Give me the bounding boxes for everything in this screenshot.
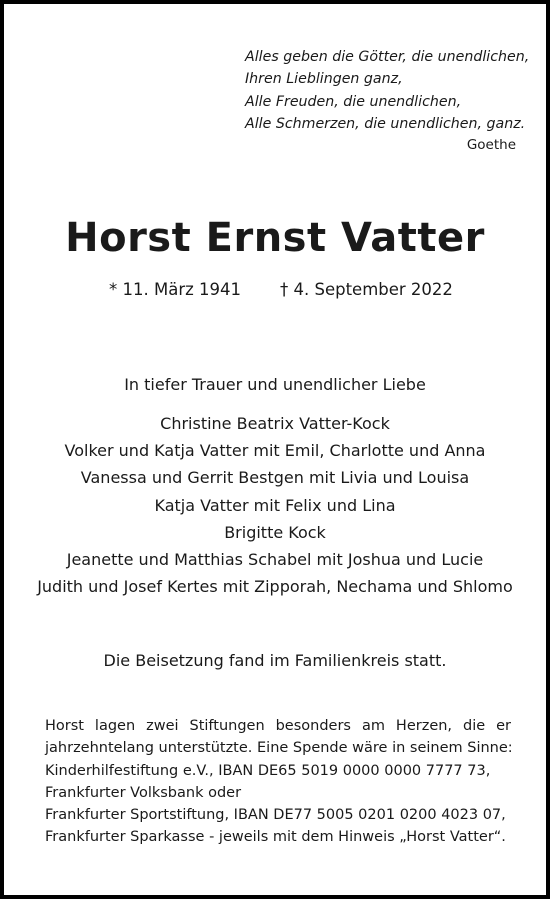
donation-line: Frankfurter Sparkasse - jeweils mit dem Hinweis „Horst Vatter“. bbox=[45, 829, 506, 846]
family-member: Brigitte Kock bbox=[224, 522, 326, 542]
family-member: Vanessa und Gerrit Bestgen mit Livia und Louisa bbox=[80, 468, 470, 488]
donation-line: Horst lagen zwei Stiftungen besonders am Herzen, die er bbox=[45, 718, 511, 734]
family-member: Judith und Josef Kertes mit Zipporah, Nechama und Shlomo bbox=[37, 577, 513, 597]
death-date: † 4. September 2022 bbox=[280, 280, 453, 299]
poem-line: Ihren Lieblingen ganz, bbox=[245, 71, 403, 88]
poem-author: Goethe bbox=[466, 137, 516, 153]
family-member: Jeanette und Matthias Schabel mit Joshua und Lucie bbox=[66, 550, 484, 570]
donation-line: Frankfurter Sportstiftung, IBAN DE77 5005 0201 0200 4023 07, bbox=[45, 807, 506, 824]
burial-note: Die Beisetzung fand im Familienkreis statt. bbox=[103, 651, 447, 670]
poem-line: Alle Schmerzen, die unendlichen, ganz. bbox=[245, 115, 526, 132]
family-member: Katja Vatter mit Felix und Lina bbox=[154, 495, 396, 515]
family-member: Christine Beatrix Vatter-Kock bbox=[160, 414, 390, 433]
poem-line: Alle Freuden, die unendlichen, bbox=[245, 93, 462, 110]
donation-line: Kinderhilfestiftung e.V., IBAN DE65 5019 0000 0000 7777 73, bbox=[45, 762, 491, 779]
deceased-name: Horst Ernst Vatter bbox=[65, 215, 485, 261]
mourning-phrase: In tiefer Trauer und unendlicher Liebe bbox=[124, 375, 426, 394]
family-member: Volker und Katja Vatter mit Emil, Charlotte und Anna bbox=[64, 441, 486, 461]
birth-date: * 11. März 1941 bbox=[109, 280, 242, 299]
donation-note bbox=[45, 715, 511, 849]
donation-line: Frankfurter Volksbank oder bbox=[45, 784, 242, 801]
poem-line: Alles geben die Götter, die unendlichen, bbox=[245, 49, 530, 65]
family-list bbox=[4, 410, 546, 600]
poem bbox=[245, 46, 530, 135]
donation-line: jahrzehntelang unterstützte. Eine Spende wäre in seinem Sinne: bbox=[45, 740, 513, 757]
